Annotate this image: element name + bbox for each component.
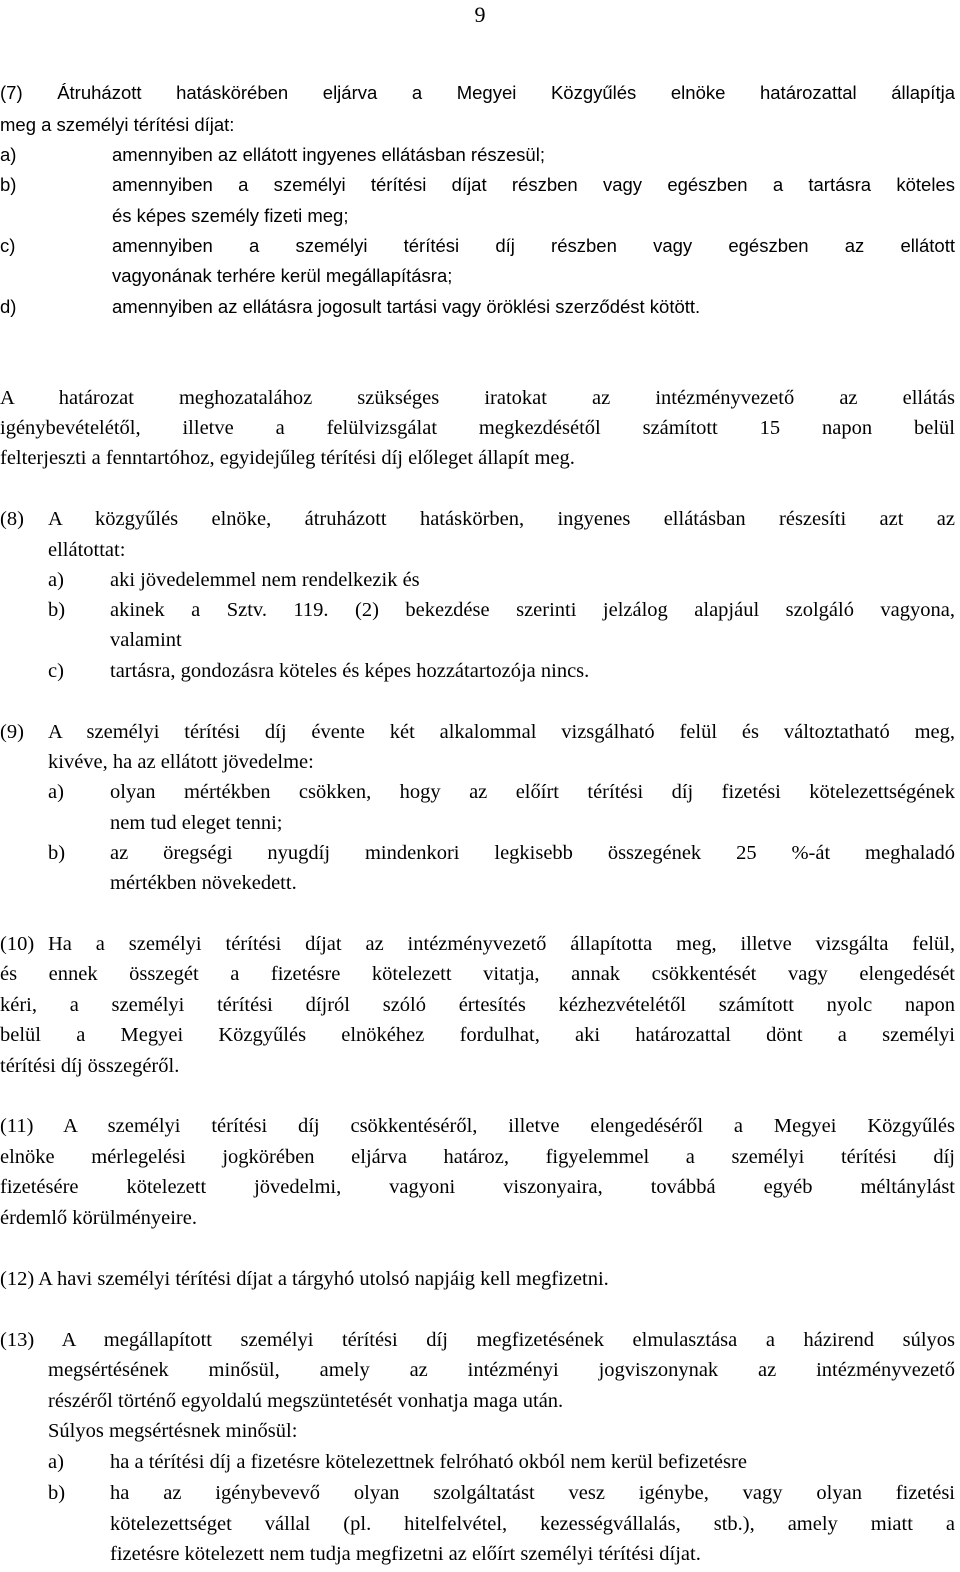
list-label: b) <box>48 599 66 621</box>
page-number: 9 <box>474 2 486 27</box>
text-line: (12) A havi személyi térítési díjat a tárgyhó utolsó napjáig kell megfizetni. <box>0 1268 609 1290</box>
text-line: Ha a személyi térítési díjat az intézményvezető állapította meg, illetve vizsgálta felül, <box>48 933 955 955</box>
list-item-b <box>0 1478 955 1508</box>
list-text: amennyiben a személyi térítési díjat részben vagy egészben a tartásra köteles <box>112 174 955 195</box>
text-line <box>0 747 955 777</box>
text-line <box>0 504 955 534</box>
text-line <box>0 929 955 959</box>
text-line: A közgyűlés elnöke, átruházott hatáskörben, ingyenes ellátásban részesíti azt az <box>48 508 955 530</box>
list-text: olyan mértékben csökken, hogy az előírt térítési díj fizetési kötelezettségének <box>110 781 955 803</box>
list-text: akinek a Sztv. 119. (2) bekezdése szerinti jelzálog alapjául szolgáló vagyona, <box>110 599 955 621</box>
text-line: érdemlő körülményeire. <box>0 1207 197 1229</box>
list-label: b) <box>48 842 66 864</box>
text-line: igénybevételétől, illetve a felülvizsgálat megkezdésétől számított 15 napon belül <box>0 417 955 439</box>
paragraph-number: (10) <box>0 933 35 955</box>
text-line: A személyi térítési díj évente két alkalommal vizsgálható felül és változtatható meg, <box>48 721 955 743</box>
list-text: amennyiben a személyi térítési díj részben vagy egészben az ellátott <box>112 235 955 256</box>
text-line: kivéve, ha az ellátott jövedelme: <box>48 751 314 773</box>
list-item-a <box>0 777 955 807</box>
list-label: b) <box>48 1482 66 1504</box>
list-item-a <box>0 1447 955 1477</box>
list-label: d) <box>0 296 17 317</box>
list-continuation <box>0 201 955 231</box>
list-text: aki jövedelemmel nem rendelkezik és <box>110 569 420 591</box>
list-text: és képes személy fizeti meg; <box>112 205 349 226</box>
list-text: amennyiben az ellátott ingyenes ellátásban részesül; <box>112 144 545 165</box>
list-continuation <box>0 868 955 898</box>
list-item-a <box>0 565 955 595</box>
list-label: b) <box>0 174 17 195</box>
list-item-c <box>0 231 955 261</box>
list-text: ha az igénybevevő olyan szolgáltatást vesz igénybe, vagy olyan fizetési <box>110 1482 955 1504</box>
text-line <box>0 1416 955 1446</box>
list-item-d <box>0 292 955 322</box>
list-label: a) <box>0 144 17 165</box>
text-line: kéri, a személyi térítési díjról szóló értesítés kézhezvételétől számított nyolc napon <box>0 994 955 1016</box>
text-line: megsértésének minősül, amely az intézményi jogviszonynak az intézményvezető <box>48 1359 955 1381</box>
list-label: a) <box>48 1451 64 1473</box>
text-line: felterjeszti a fenntartóhoz, egyidejűleg térítési díj előleget állapít meg. <box>0 447 575 469</box>
list-item-b <box>0 170 955 200</box>
text-line <box>0 1386 955 1416</box>
list-text: vagyonának terhére kerül megállapításra; <box>112 265 453 286</box>
list-continuation <box>0 1539 955 1569</box>
text-line: fizetésére kötelezett jövedelmi, vagyoni viszonyaira, továbbá egyéb méltánylást <box>0 1176 955 1198</box>
list-continuation <box>0 625 955 655</box>
text-line: Súlyos megsértésnek minősül: <box>48 1420 298 1442</box>
list-item-a <box>0 140 955 170</box>
list-text: mértékben növekedett. <box>110 872 297 894</box>
text-line: A határozat meghozatalához szükséges iratokat az intézményvezető az ellátás <box>0 387 955 409</box>
text-line <box>0 1355 955 1385</box>
text-line: részéről történő egyoldalú megszüntetését vonhatja maga után. <box>48 1390 564 1412</box>
text-line: meg a személyi térítési díjat: <box>0 114 235 135</box>
text-line: (11) A személyi térítési díj csökkentéséről, illetve elengedéséről a Megyei Közgyűlés <box>0 1115 955 1137</box>
list-text: tartásra, gondozásra köteles és képes hozzátartozója nincs. <box>110 660 590 682</box>
list-text: az öregségi nyugdíj mindenkori legkisebb összegének 25 %-át meghaladó <box>110 842 955 864</box>
text-line: (7) Átruházott hatáskörében eljárva a Megyei Közgyűlés elnöke határozattal állapítja <box>0 82 955 103</box>
list-label: c) <box>48 660 64 682</box>
list-text: amennyiben az ellátásra jogosult tartási vagy öröklési szerződést kötött. <box>112 296 701 317</box>
text-line <box>0 717 955 747</box>
list-text: ha a térítési díj a fizetésre kötelezettnek felróható okból nem kerül befizetésre <box>110 1451 747 1473</box>
paragraph-number: (8) <box>0 508 24 530</box>
list-text: fizetésre kötelezett nem tudja megfizetni az előírt személyi térítési díjat. <box>110 1543 701 1565</box>
text-line: elnöke mérlegelési jogkörében eljárva határoz, figyelemmel a személyi térítési díj <box>0 1146 955 1168</box>
list-label: c) <box>0 235 16 256</box>
list-continuation <box>0 1509 955 1539</box>
list-text: kötelezettséget vállal (pl. hitelfelvétel, kezességvállalás, stb.), amely miatt a <box>110 1513 955 1535</box>
list-text: valamint <box>110 629 182 651</box>
list-continuation <box>0 261 955 291</box>
text-line: térítési díj összegéről. <box>0 1055 180 1077</box>
list-item-b <box>0 838 955 868</box>
list-label: a) <box>48 569 64 591</box>
paragraph-number: (9) <box>0 721 24 743</box>
list-text: nem tud eleget tenni; <box>110 812 283 834</box>
text-line: (13) A megállapított személyi térítési díj megfizetésének elmulasztása a házirend súlyos <box>0 1329 955 1351</box>
list-label: a) <box>48 781 64 803</box>
list-item-c <box>0 656 955 686</box>
text-line: és ennek összegét a fizetésre kötelezett vitatja, annak csökkentését vagy elengedését <box>0 963 955 985</box>
text-line: belül a Megyei Közgyűlés elnökéhez fordulhat, aki határozattal dönt a személyi <box>0 1024 955 1046</box>
text-line: ellátottat: <box>48 539 126 561</box>
list-continuation <box>0 808 955 838</box>
text-line <box>0 535 955 565</box>
list-item-b <box>0 595 955 625</box>
